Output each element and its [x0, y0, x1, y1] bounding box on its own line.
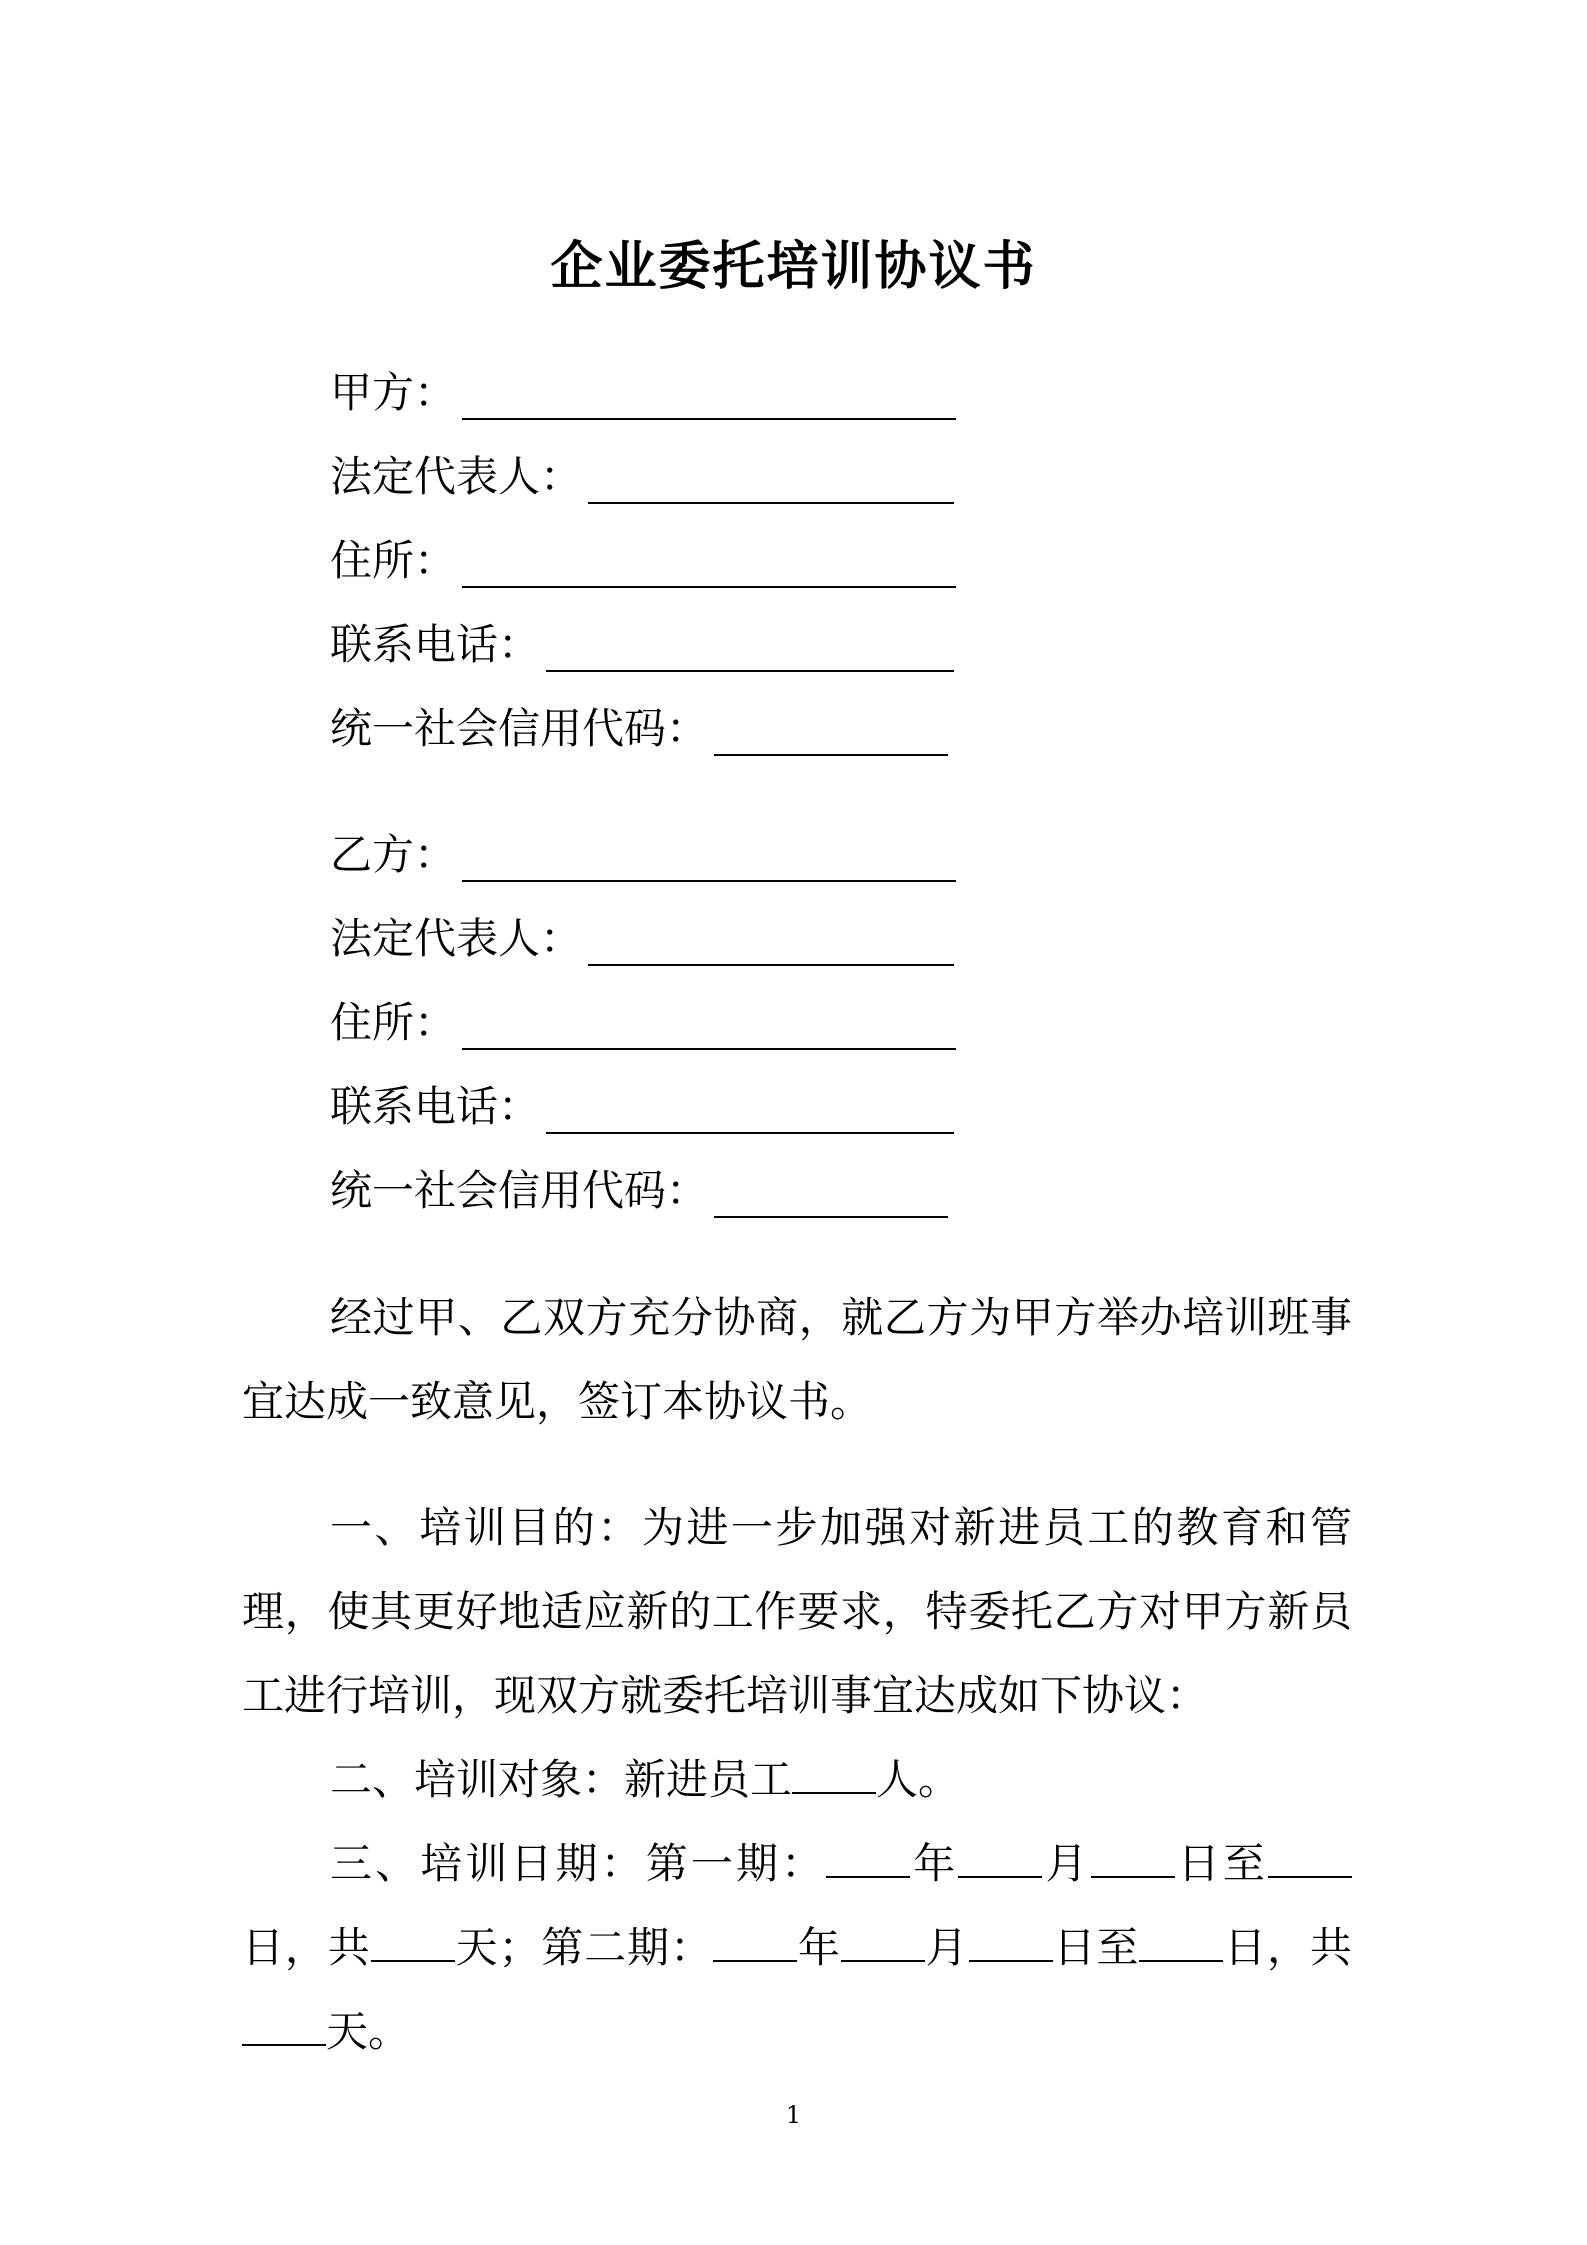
party-a-credit-label: 统一社会信用代码：: [330, 704, 709, 753]
period2-year-blank[interactable]: [713, 1920, 797, 1962]
party-b-address-blank[interactable]: [462, 1004, 956, 1050]
party-b-name-label: 乙方：: [330, 830, 457, 879]
party-b-credit-label: 统一社会信用代码：: [330, 1166, 709, 1215]
clause3-days-sep: 天；第二期：: [454, 1923, 713, 1972]
party-b-phone-label: 联系电话：: [330, 1082, 541, 1131]
party-a-credit-field: [330, 696, 948, 756]
clause3-month: 月: [1042, 1839, 1091, 1888]
party-b-name-field: [330, 822, 956, 882]
party-b-address-label: 住所：: [330, 998, 457, 1047]
clause3-month2: 月: [924, 1923, 969, 1972]
period1-start-day-blank[interactable]: [1091, 1836, 1175, 1878]
party-a-credit-blank[interactable]: [714, 710, 948, 756]
party-a-name-label: 甲方：: [330, 368, 457, 417]
trainee-count-blank[interactable]: [792, 1752, 876, 1794]
period2-days-blank[interactable]: [242, 2004, 326, 2046]
party-a-name-field: [330, 360, 956, 420]
party-b-rep-label: 法定代表人：: [330, 914, 583, 963]
party-b-phone-field: [330, 1074, 954, 1134]
party-a-address-field: [330, 528, 956, 588]
clause3-day2: 日，共: [1223, 1923, 1352, 1972]
clause3-total: 共: [327, 1923, 371, 1972]
party-b-rep-blank[interactable]: [588, 920, 954, 966]
party-b-rep-field: [330, 906, 954, 966]
clause-training-target: [242, 1738, 1352, 1822]
period2-month-blank[interactable]: [841, 1920, 925, 1962]
party-a-address-blank[interactable]: [462, 542, 956, 588]
page-number: 1: [785, 2101, 802, 2129]
party-b-phone-blank[interactable]: [546, 1088, 954, 1134]
period1-year-blank[interactable]: [826, 1836, 910, 1878]
clause2-prefix: 二、培训对象：新进员工: [330, 1755, 793, 1804]
document-title: 企业委托培训协议书: [550, 236, 1037, 297]
party-b-name-blank[interactable]: [462, 836, 956, 882]
clause2-suffix: 人。: [876, 1755, 961, 1804]
clause3-year2: 年: [796, 1923, 841, 1972]
party-a-phone-label: 联系电话：: [330, 620, 541, 669]
period1-month-blank[interactable]: [958, 1836, 1042, 1878]
party-a-rep-label: 法定代表人：: [330, 452, 583, 501]
period2-start-day-blank[interactable]: [969, 1920, 1053, 1962]
party-a-address-label: 住所：: [330, 536, 457, 585]
party-a-rep-field: [330, 444, 954, 504]
period1-end-day-blank[interactable]: [1268, 1836, 1352, 1878]
party-b-address-field: [330, 990, 956, 1050]
clause-training-purpose: 一、培训目的：为进一步加强对新进员工的教育和管理，使其更好地适应新的工作要求，特委托乙方对甲方新员工进行培训，现双方就委托培训事宜达成如下协议：: [242, 1503, 1352, 1720]
clause3-year: 年: [910, 1839, 959, 1888]
intro-paragraph: 经过甲、乙双方充分协商，就乙方为甲方举办培训班事宜达成一致意见，签订本协议书。: [242, 1293, 1352, 1426]
clause3-day-to2: 日至: [1052, 1923, 1140, 1972]
clause3-day: 日，: [242, 1923, 328, 1972]
party-a-name-blank[interactable]: [462, 374, 956, 420]
party-b-credit-blank[interactable]: [714, 1172, 948, 1218]
clause3-end: 天。: [326, 2007, 411, 2056]
party-b-credit-field: [330, 1158, 948, 1218]
clause-training-dates: [242, 1822, 1352, 2074]
clause3-day-to: 日至: [1174, 1839, 1268, 1888]
party-a-phone-blank[interactable]: [546, 626, 954, 672]
party-a-phone-field: [330, 612, 954, 672]
clause3-prefix: 三、培训日期：第一期：: [330, 1839, 827, 1888]
party-a-rep-blank[interactable]: [588, 458, 954, 504]
period1-days-blank[interactable]: [371, 1920, 455, 1962]
period2-end-day-blank[interactable]: [1139, 1920, 1223, 1962]
